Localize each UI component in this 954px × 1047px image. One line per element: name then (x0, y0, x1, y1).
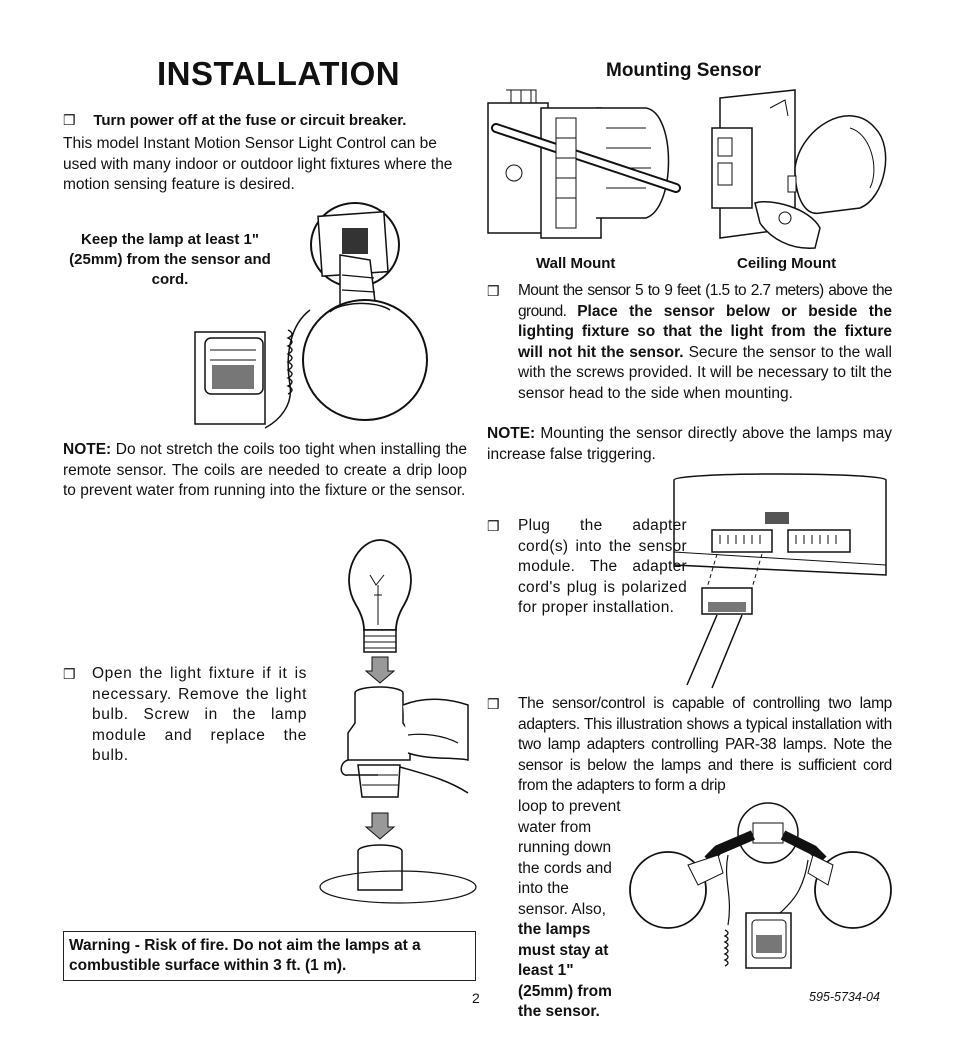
adapter-plug-illustration (672, 470, 892, 692)
control-text-b: loop to prevent water from running down the cords and into the sensor. Also, (518, 798, 621, 918)
note-coils-text: Do not stretch the coils too tight when installing the remote sensor. The coils are needed to create a drip loop to prevent water from running into the fixture or the sensor. (63, 441, 467, 499)
mount-text-b: Secure the sensor to the wall with the screws provided. It will be necessary to tilt the sensor head to the side when mounting. (518, 343, 892, 402)
control-text-bold: the lamps must stay at least 1" (25mm) from the sensor. (518, 921, 612, 1020)
plug-instructions (487, 516, 687, 619)
lamp-distance-caption: Keep the lamp at least 1" (25mm) from the sensor and cord. (69, 231, 271, 288)
step-power-off-text: Turn power off at the fuse or circuit breaker. (93, 112, 407, 129)
checkbox-bullet: ❒ (63, 112, 76, 128)
ceiling-mount-illustration (700, 88, 895, 253)
ceiling-mount-label: Ceiling Mount (737, 255, 837, 272)
checkbox-bullet: ❒ (487, 518, 500, 534)
bulb-module-illustration (318, 535, 473, 905)
note-mounting (487, 424, 892, 465)
intro-paragraph: This model Instant Motion Sensor Light Control can be used with many indoor or outdoor light fixtures where the motion sensing feature is desired. (63, 135, 453, 193)
note-label: NOTE: (63, 441, 112, 458)
mount-text-a: Mount the sensor 5 to 9 feet (1.5 to 2.7 meters) above the ground. (518, 282, 892, 320)
wall-mount-illustration (486, 88, 686, 253)
mounting-sensor-heading: Mounting Sensor (606, 60, 762, 81)
fire-warning-box: Warning - Risk of fire. Do not aim the lamps at a combustible surface within 3 ft. (1 m). (63, 931, 476, 981)
note-coils (63, 440, 467, 502)
wall-mount-label: Wall Mount (536, 255, 616, 272)
mount-text-bold: Place the sensor below or beside the lighting fixture so that the light from the fixture will not hit the sensor. (518, 302, 892, 361)
mount-instructions (487, 281, 892, 404)
control-text-continued (518, 797, 623, 1023)
page-number: 2 (472, 990, 480, 1006)
control-instructions (487, 694, 892, 797)
step-open-fixture (63, 664, 307, 767)
document-number: 595-5734-04 (809, 990, 880, 1004)
checkbox-bullet: ❒ (487, 283, 500, 299)
step-open-fixture-text: Open the light fixture if it is necessary. Remove the light bulb. Screw in the lamp module and replace the bulb. (92, 665, 307, 764)
control-text-a: The sensor/control is capable of controlling two lamp adapters. This illustration shows a typical installation with two lamp adapters controlling PAR-38 lamps. Note the sensor is below the lamps and there is sufficient cord from the adapters to form a drip (518, 695, 892, 794)
note-mounting-text: Mounting the sensor directly above the lamps may increase false triggering. (487, 425, 892, 463)
checkbox-bullet: ❒ (487, 696, 500, 712)
checkbox-bullet: ❒ (63, 666, 76, 682)
two-lamp-illustration (628, 795, 896, 990)
plug-instructions-text: Plug the adapter cord(s) into the sensor module. The adapter cord's plug is polarized for proper installation. (518, 517, 687, 616)
note-label: NOTE: (487, 425, 536, 442)
page-title: INSTALLATION (157, 55, 401, 92)
lamp-fixture-illustration (190, 200, 450, 440)
step-power-off (63, 110, 467, 132)
